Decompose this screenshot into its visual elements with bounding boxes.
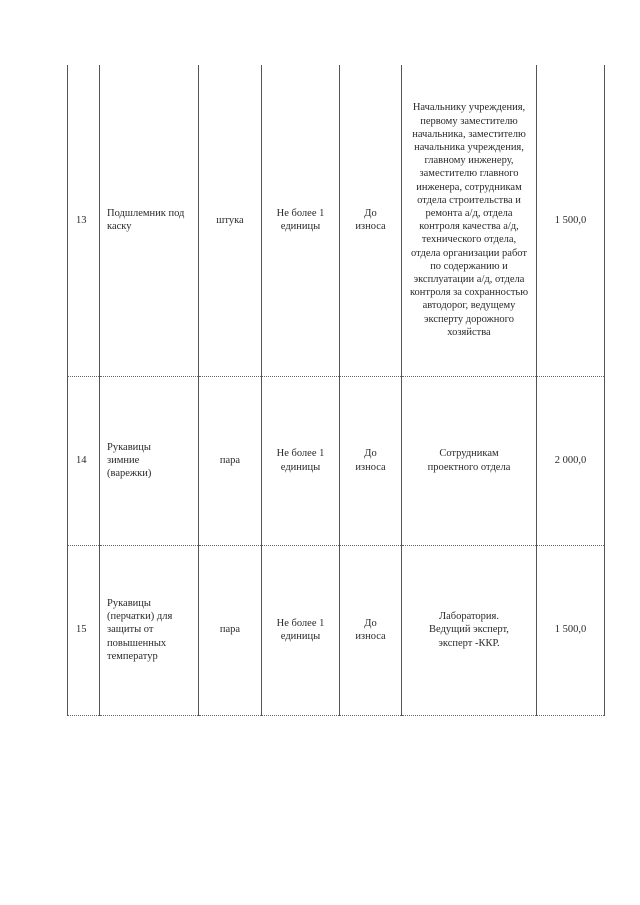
item-unit: пара bbox=[199, 376, 262, 545]
item-unit: пара bbox=[199, 545, 262, 715]
item-name: Рукавицы зимние (варежки) bbox=[100, 376, 199, 545]
item-term: До износа bbox=[340, 65, 402, 376]
item-cost: 2 000,0 bbox=[537, 376, 605, 545]
item-recipients: Сотрудникам проектного отдела bbox=[402, 376, 537, 545]
item-recipients: Лаборатория. Ведущий эксперт, эксперт -ККР. bbox=[402, 545, 537, 715]
item-cost: 1 500,0 bbox=[537, 65, 605, 376]
item-recipients: Начальнику учреждения, первому заместителю начальника, заместителю начальника учреждения, главному инженеру, заместителю главного инженера, сотрудникам отдела строительства и ремонта а/д, отдела контроля качества а/д, технического отдела, отдела организации работ по содержанию и эксплуатации а/д, отдела контроля за сохранностью автодорог, ведущему эксперту дорожного хозяйства bbox=[402, 65, 537, 376]
item-term: До износа bbox=[340, 376, 402, 545]
item-quantity: Не более 1 единицы bbox=[262, 545, 340, 715]
item-name: Рукавицы (перчатки) для защиты от повышенных температур bbox=[100, 545, 199, 715]
table-row bbox=[68, 65, 605, 376]
table-row bbox=[68, 545, 605, 715]
row-number: 13 bbox=[68, 65, 100, 376]
equipment-table bbox=[67, 65, 605, 716]
item-name: Подшлемник под каску bbox=[100, 65, 199, 376]
item-quantity: Не более 1 единицы bbox=[262, 376, 340, 545]
item-unit: штука bbox=[199, 65, 262, 376]
item-term: До износа bbox=[340, 545, 402, 715]
row-number: 14 bbox=[68, 376, 100, 545]
item-quantity: Не более 1 единицы bbox=[262, 65, 340, 376]
item-cost: 1 500,0 bbox=[537, 545, 605, 715]
row-number: 15 bbox=[68, 545, 100, 715]
table-row bbox=[68, 376, 605, 545]
